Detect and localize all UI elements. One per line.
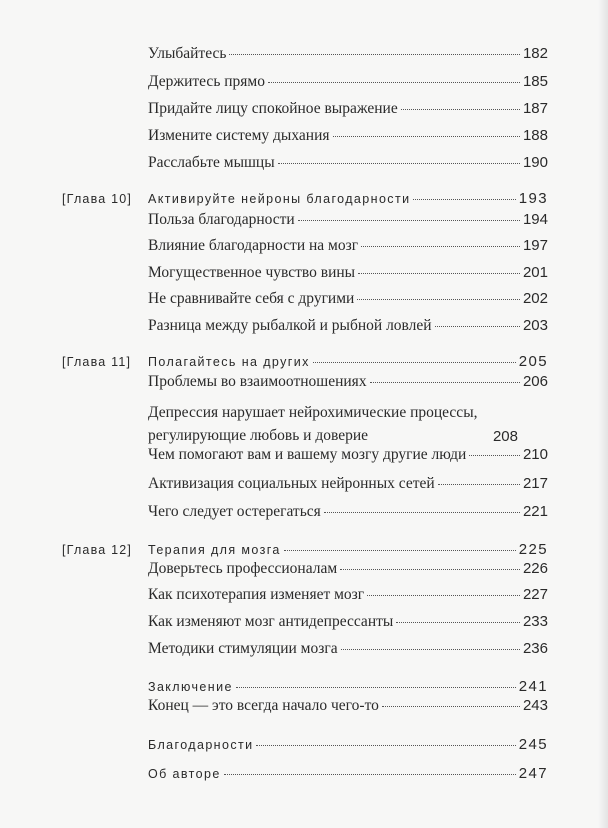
entry-title: Как психотерапия изменяет мозг bbox=[148, 586, 365, 603]
dot-leader bbox=[236, 687, 516, 688]
dot-leader bbox=[367, 595, 520, 596]
entry-page: 185 bbox=[522, 73, 548, 90]
toc-entry bbox=[148, 210, 548, 230]
chapter-heading bbox=[148, 352, 548, 372]
dot-leader bbox=[229, 54, 520, 55]
entry-title: Чего следует остерегаться bbox=[148, 503, 321, 520]
chapter-heading bbox=[148, 189, 548, 209]
entry-title: Измените систему дыхания bbox=[148, 127, 330, 144]
entry-title: Не сравнивайте себя с другими bbox=[148, 290, 355, 307]
toc-entry bbox=[148, 316, 548, 336]
section-title: Благодарности bbox=[148, 738, 254, 752]
dot-leader bbox=[333, 136, 520, 137]
chapter-label: [Глава 12] bbox=[62, 543, 133, 557]
dot-leader bbox=[324, 512, 520, 513]
dot-leader bbox=[278, 163, 520, 164]
entry-page: 187 bbox=[522, 100, 548, 117]
chapter-page: 205 bbox=[518, 353, 548, 370]
toc-entry bbox=[148, 263, 548, 283]
toc-entry bbox=[148, 639, 548, 659]
dot-leader bbox=[224, 774, 516, 775]
entry-title: Влияние благодарности на мозг bbox=[148, 237, 359, 254]
entry-page: 221 bbox=[522, 503, 548, 520]
toc-entry bbox=[148, 445, 548, 465]
section-page: 241 bbox=[518, 678, 548, 695]
toc-entry bbox=[148, 44, 548, 64]
toc-entry bbox=[148, 126, 548, 146]
entry-page: 208 bbox=[492, 428, 518, 445]
dot-leader bbox=[357, 299, 520, 300]
section-heading bbox=[148, 677, 548, 697]
entry-title: Проблемы во взаимоотношениях bbox=[148, 373, 367, 390]
dot-leader bbox=[341, 649, 520, 650]
entry-title: Придайте лицу спокойное выражение bbox=[148, 100, 398, 117]
entry-page: 201 bbox=[522, 264, 548, 281]
toc-entry bbox=[148, 153, 548, 173]
dot-leader bbox=[435, 326, 520, 327]
dot-leader bbox=[469, 455, 520, 456]
dot-leader bbox=[256, 745, 515, 746]
toc-entry bbox=[148, 99, 548, 119]
dot-leader bbox=[298, 220, 520, 221]
chapter-page: 193 bbox=[518, 190, 548, 207]
section-heading bbox=[148, 735, 548, 755]
entry-title: Чем помогают вам и вашему мозгу другие люди bbox=[148, 446, 467, 463]
entry-title: Разница между рыбалкой и рыбной ловлей bbox=[148, 317, 432, 334]
dot-leader bbox=[401, 109, 520, 110]
entry-page: 243 bbox=[522, 697, 548, 714]
entry-page: 182 bbox=[522, 45, 548, 62]
chapter-title: Полагайтесь на других bbox=[148, 355, 310, 369]
dot-leader bbox=[396, 622, 520, 623]
toc-entry bbox=[148, 401, 518, 447]
chapter-page: 225 bbox=[518, 541, 548, 558]
dot-leader bbox=[438, 484, 520, 485]
toc-entry bbox=[148, 585, 548, 605]
chapter-label: [Глава 11] bbox=[62, 355, 132, 369]
entry-title: Как изменяют мозг антидепрессанты bbox=[148, 613, 394, 630]
toc-entry bbox=[148, 474, 548, 494]
entry-title: Активизация социальных нейронных сетей bbox=[148, 475, 435, 492]
section-heading bbox=[148, 764, 548, 784]
entry-page: 226 bbox=[522, 560, 548, 577]
entry-page: 197 bbox=[522, 237, 548, 254]
entry-page: 188 bbox=[522, 127, 548, 144]
entry-title: Методики стимуляции мозга bbox=[148, 640, 338, 657]
dot-leader bbox=[413, 199, 515, 200]
section-page: 245 bbox=[518, 736, 548, 753]
entry-title: Могущественное чувство вины bbox=[148, 264, 356, 281]
toc-entry bbox=[148, 236, 548, 256]
page-edge-shadow bbox=[598, 0, 608, 828]
entry-page: 227 bbox=[522, 586, 548, 603]
entry-page: 203 bbox=[522, 317, 548, 334]
toc-entry bbox=[148, 696, 548, 716]
dot-leader bbox=[340, 569, 520, 570]
section-page: 247 bbox=[518, 765, 548, 782]
dot-leader bbox=[358, 273, 520, 274]
entry-page: 236 bbox=[522, 640, 548, 657]
entry-title: Держитесь прямо bbox=[148, 73, 265, 90]
entry-title: Польза благодарности bbox=[148, 211, 295, 228]
entry-page: 202 bbox=[522, 290, 548, 307]
entry-page: 206 bbox=[522, 373, 548, 390]
toc-entry bbox=[148, 559, 548, 579]
entry-page: 210 bbox=[522, 446, 548, 463]
entry-page: 217 bbox=[522, 475, 548, 492]
dot-leader bbox=[382, 706, 520, 707]
entry-title: Расслабьте мышцы bbox=[148, 154, 275, 171]
toc-entry bbox=[148, 72, 548, 92]
toc-entry bbox=[148, 612, 548, 632]
entry-page: 194 bbox=[522, 211, 548, 228]
dot-leader bbox=[284, 550, 516, 551]
dot-leader bbox=[361, 246, 520, 247]
toc-entry bbox=[148, 372, 548, 392]
chapter-heading bbox=[148, 540, 548, 560]
entry-page: 190 bbox=[522, 154, 548, 171]
section-title: Об авторе bbox=[148, 767, 221, 781]
chapter-title: Терапия для мозга bbox=[148, 543, 281, 557]
dot-leader bbox=[313, 362, 516, 363]
entry-title: Улыбайтесь bbox=[148, 45, 227, 62]
dot-leader bbox=[370, 382, 520, 383]
entry-title: Депрессия нарушает нейрохимические процессы, регулирующие любовь и доверие bbox=[148, 404, 478, 444]
chapter-label: [Глава 10] bbox=[62, 192, 133, 206]
dot-leader bbox=[268, 82, 520, 83]
toc-entry bbox=[148, 289, 548, 309]
section-title: Заключение bbox=[148, 680, 233, 694]
entry-title: Доверьтесь профессионалам bbox=[148, 560, 338, 577]
entry-title: Конец — это всегда начало чего-то bbox=[148, 697, 379, 714]
entry-page: 233 bbox=[522, 613, 548, 630]
chapter-title: Активируйте нейроны благодарности bbox=[148, 192, 411, 206]
toc-entry bbox=[148, 502, 548, 522]
